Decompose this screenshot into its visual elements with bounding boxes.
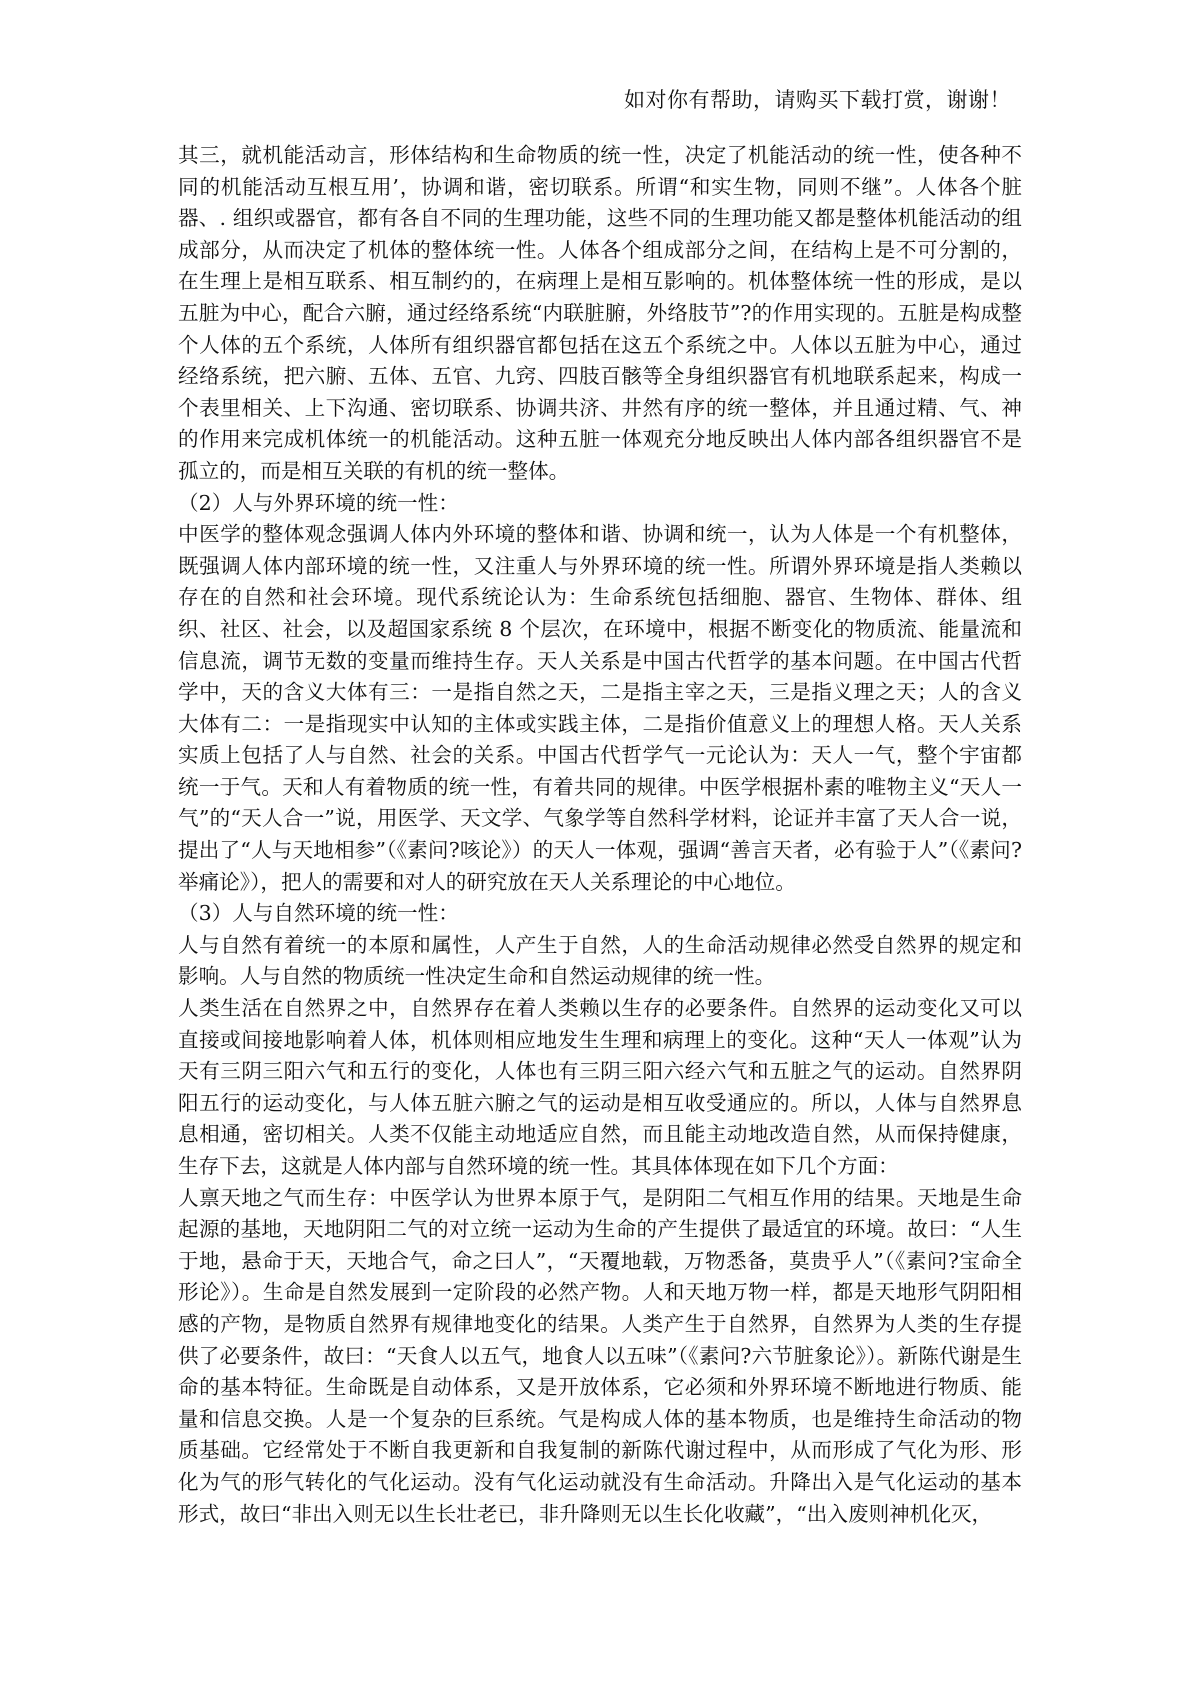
header-note: 如对你有帮助，请购买下载打赏，谢谢！: [624, 88, 1011, 112]
paragraph-external-environment: 中医学的整体观念强调人体内外环境的整体和谐、协调和统一，认为人体是一个有机整体，既强调人体内部环境的统一性，又注重人与外界环境的统一性。所谓外界环境是指人类赖以存在的自然和社会环境。现代系统论认为：生命系统包括细胞、器官、生物体、群体、组织、社区、社会，以及超国家系统 8 个层次，在环境中，根据不断变化的物质流、能量流和信息流，调节无数的变量而维持生存。天人关系是中国古代哲学的基本问题。在中国古代哲学中，天的含义大体有三：一是指自然之天，二是指主宰之天，三是指义理之天；人的含义大体有二：一是指现实中认知的主体或实践主体，二是指价值意义上的理想人格。天人关系实质上包括了人与自然、社会的关系。中国古代哲学气一元论认为：天人一气，整个宇宙都统一于气。天和人有着物质的统一性，有着共同的规律。中医学根据朴素的唯物主义“天人一气”的“天人合一”说，用医学、天文学、气象学等自然科学材料，论证并丰富了天人合一说，提出了“人与天地相参”（《素问?咳论》）的天人一体观，强调“善言天者，必有验于人”（《素问?举痛论》），把人的需要和对人的研究放在天人关系理论的中心地位。: [178, 522, 1022, 894]
body-text: [178, 140, 1022, 1530]
paragraph-heaven-earth-qi: 人禀天地之气而生存：中医学认为世界本原于气，是阴阳二气相互作用的结果。天地是生命起源的基地，天地阴阳二气的对立统一运动为生命的产生提供了最适宜的环境。故曰：“人生于地，悬命于天，天地合气，命之曰人”，“天覆地载，万物悉备，莫贵乎人”（《素问?宝命全形论》）。生命是自然发展到一定阶段的必然产物。人和天地万物一样，都是天地形气阴阳相感的产物，是物质自然界有规律地变化的结果。人类产生于自然界，自然界为人类的生存提供了必要条件，故曰：“天食人以五气，地食人以五味”（《素问?六节脏象论》）。新陈代谢是生命的基本特征。生命既是自动体系，又是开放体系，它必须和外界环境不断地进行物质、能量和信息交换。人是一个复杂的巨系统。气是构成人体的基本物质，也是维持生命活动的物质基础。它经常处于不断自我更新和自我复制的新陈代谢过程中，从而形成了气化为形、形化为气的形气转化的气化运动。没有气化运动就没有生命活动。升降出入是气化运动的基本形式，故曰“非出入则无以生长壮老已，非升降则无以生长化收藏”，“出入废则神机化灭，: [178, 1185, 1022, 1526]
section-heading-external-environment: （2）人与外界环境的统一性：: [178, 490, 459, 515]
section-heading-natural-environment: （3）人与自然环境的统一性：: [178, 901, 459, 926]
paragraph-function-unity: 其三，就机能活动言，形体结构和生命物质的统一性，决定了机能活动的统一性，使各种不同的机能活动互根互用’，协调和谐，密切联系。所谓“和实生物，同则不继”。人体各个脏器、. 组织或器官，都有各自不同的生理功能，这些不同的生理功能又都是整体机能活动的组成部分，从而决定了机体的整体统一性。人体各个组成部分之间，在结构上是不可分割的，在生理上是相互联系、相互制约的，在病理上是相互影响的。机体整体统一性的形成，是以五脏为中心，配合六腑，通过经络系统“内联脏腑，外络肢节”?的作用实现的。五脏是构成整个人体的五个系统，人体所有组织器官都包括在这五个系统之中。人体以五脏为中心，通过经络系统，把六腑、五体、五官、九窍、四肢百骸等全身组织器官有机地联系起来，构成一个表里相关、上下沟通、密切联系、协调共济、井然有序的统一整体，并且通过精、气、神的作用来完成机体统一的机能活动。这种五脏一体观充分地反映出人体内部各组织器官不是孤立的，而是相互关联的有机的统一整体。: [178, 143, 1022, 483]
paragraph-nature-origin: 人与自然有着统一的本原和属性，人产生于自然，人的生命活动规律必然受自然界的规定和影响。人与自然的物质统一性决定生命和自然运动规律的统一性。: [178, 932, 1022, 989]
paragraph-nature-conditions: 人类生活在自然界之中，自然界存在着人类赖以生存的必要条件。自然界的运动变化又可以直接或间接地影响着人体，机体则相应地发生生理和病理上的变化。这种“天人一体观”认为天有三阴三阳六气和五行的变化，人体也有三阴三阳六经六气和五脏之气的运动。自然界阴阳五行的运动变化，与人体五脏六腑之气的运动是相互收受通应的。所以，人体与自然界息息相通，密切相关。人类不仅能主动地适应自然，而且能主动地改造自然，从而保持健康，生存下去，这就是人体内部与自然环境的统一性。其具体体现在如下几个方面：: [178, 996, 1022, 1178]
